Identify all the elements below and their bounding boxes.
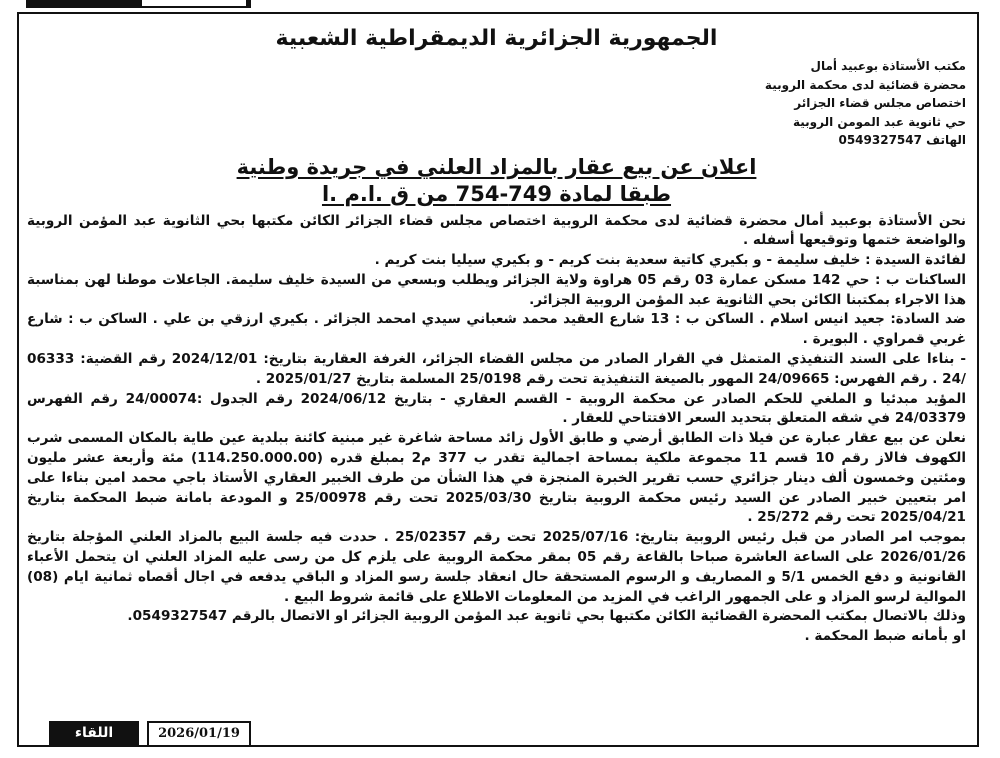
republic-heading: الجمهورية الجزائرية الديمقراطية الشعبية: [275, 26, 718, 51]
publication-date: 2026/01/19: [147, 721, 251, 745]
header-strip-date-tab: [142, 0, 246, 6]
office-line-phone: [27, 131, 966, 150]
title-line-1: اعلان عن بيع عقار بالمزاد العلني في جريدة وطنية: [236, 154, 757, 179]
phone-number: 0549327547: [838, 133, 922, 147]
announcement-frame: [17, 12, 979, 747]
office-line-address: حي ثانوية عبد المومن الروبية: [793, 114, 966, 129]
paragraph-executive-title: - بناءا على السند التنفيذي المتمثل في القرار الصادر من مجلس القضاء الجزائر، الغرفة العقارية بتاريخ: 2024/12/01 رقم القضية: 06333 /24 . رقم الفهرس: 24/09665 المهور بالصيغة التنفيذية تحت رقم 25/0198 المسلمة بتاريخ 2025/01/27 .: [27, 351, 966, 387]
paragraph-contact: وذلك بالاتصال بمكتب المحضرة القضائية الكائن مكتبها بحي ثانوية عبد المؤمن الروبية الجزائر او الاتصال بالرقم 0549327547.: [127, 608, 966, 625]
office-block: [27, 57, 966, 150]
phone-label: الهاتف: [926, 133, 966, 147]
paragraph-defendants: ضد السادة: جعيد انيس اسلام . الساكن ب : 13 شارع العقيد محمد شعباني سيدي امحمد الجزائر . بكيري ارزقي بن علي . الساكن ب : شارع غربي قمراوي . البويرة .: [27, 311, 966, 348]
paragraph-beneficiaries: لفائدة السيدة : خليف سليمة - و بكيري كاتية سعدية بنت كريم - و بكيري سيليا بنت كريم .: [374, 252, 966, 269]
paragraph-auction-session: بموجب امر الصادر من قبل رئيس الروبية بتاريخ: 2025/07/16 تحت رقم 25/02357 . حددت فيه جلسة البيع بالمزاد العلني المؤجلة بتاريخ 2026/01/26 على الساعة العاشرة صباحا بالقاعة رقم 05 بمقر محكمة الروبية على يلزم كل من رسى عليه المزاد العلني ان يتحمل الأعباء القانونية و دفع الخمس 5/1 و المصاريف و الرسوم المستحقة حال انعقاد جلسة رسو المزاد و الباقي يدفعه في اجال أقصاه ثمانية ايام (08) الموالية لرسو المزاد و على الجمهور الراغب في المزيد من المعلومات الاطلاع على قائمة شروط البيع .: [27, 529, 966, 605]
announcement-body: [27, 212, 966, 648]
announcement-content: [27, 20, 966, 745]
footer-tag: [49, 721, 277, 745]
title-line-2: طبقا لمادة 749-754 من ق .ا.م .ا: [321, 181, 672, 206]
paragraph-judgment: المؤيد مبدئيا و الملغي للحكم الصادر عن محكمة الروبية - القسم العقاري - بتاريخ 2024/06/12 رقم الجدول :24/00074 رقم الفهرس 24/03379 في شقه المتعلق بتحديد السعر الافتتاحي للعقار .: [27, 390, 967, 427]
paragraph-residence: الساكنات ب : حي 142 مسكن عمارة 03 رقم 05 هراوة ولاية الجزائر ويطلب وبسعي من السيدة خليف سليمة. الجاعلات موطنا لهن بمناسبة هذا الاجراء بمكتبنا الكائن بحي الثانوية عبد المؤمن الروبية الجزائر.: [27, 271, 966, 308]
newspaper-name: اللقاء: [49, 721, 139, 745]
paragraph-property: نعلن عن بيع عقار عبارة عن فيلا ذات الطابق أرضي و طابق الأول زائد مساحة شاغرة غير مبنية كائنة ببلدية عين طاية بالمكان المسمى شرب الكهوف فالاز رقم 10 قسم 11 مجموعة ملكية بمساحة اجمالية تقدر ب 377 م2 بمبلغ قدره (114.250.000.00) مئة وأربعة عشر مليون ومئتين وخمسون ألف دينار جزائري حسب تقرير الخبرة المنجزة في هذا الشأن من طرف الخبير العقاري الأستاذ باجي محمد امين بناءا على امر بتعيين خبير الصادر عن السيد رئيس محكمة الروبية بتاريخ 2025/03/30 تحت رقم 25/00978 و المودعة بامانة ضبط المحكمة بتاريخ 2025/04/21 تحت رقم 25/272 .: [27, 430, 966, 526]
announcement-title: [27, 154, 966, 208]
office-line-name: مكتب الأستاذة بوعبيد أمال: [810, 59, 966, 73]
header-strip: [0, 0, 1000, 10]
office-line-role: محضرة قضائية لدى محكمة الروبية: [764, 77, 966, 92]
office-line-jurisdiction: اختصاص مجلس قضاء الجزائر: [794, 96, 966, 110]
paragraph-intro: نحن الأستاذة بوعبيد أمال محضرة قضائية لدى محكمة الروبية اختصاص مجلس قضاء الجزائر الكائن مكتبها بحي الثانوية عبد المؤمن الروبية والواضعة ختمها وتوقيعها أسفله .: [27, 212, 966, 249]
paragraph-court-registry: او بأمانه ضبط المحكمة .: [804, 628, 966, 645]
